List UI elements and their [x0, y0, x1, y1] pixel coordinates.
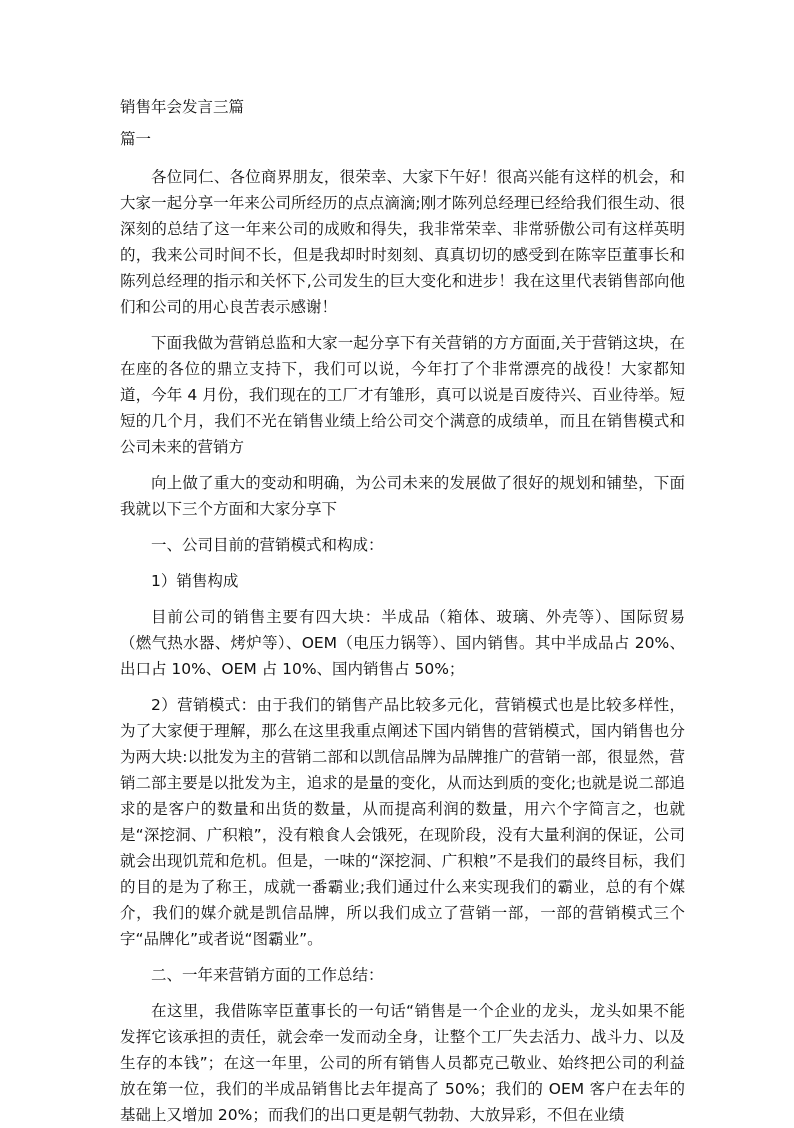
- paragraph-annual-summary: 在这里，我借陈宰臣董事长的一句话“销售是一个企业的龙头，龙头如果不能发挥它该承担的责任，就会牵一发而动全身，让整个工厂失去活力、战斗力、以及生存的本钱”；在这一年里，公司的所有销售人员都克己敬业、始终把公司的利益放在第一位，我们的半成品销售比去年提高了 50%；我们的 OEM 客户在去年的基础上又增加 20%；而我们的出口更是朝气勃勃、大放异彩，不但在业绩: [120, 1002, 685, 1124]
- paragraph-marketing-intro: 下面我做为营销总监和大家一起分享下有关营销的方方面面,关于营销这块，在在座的各位的鼎立支持下，我们可以说，今年打了个非常漂亮的战役！大家都知道，今年 4 月份，我们现在的工厂才有雏形，真可以说是百废待兴、百业待举。短短的几个月，我们不光在销售业绩上给公司交个满意的成绩单，而且在销售模式和公司未来的营销方: [120, 334, 685, 456]
- heading-annual-summary: 二、一年来营销方面的工作总结：: [151, 966, 384, 984]
- document-page: [120, 94, 685, 1128]
- heading-current-model: 一、公司目前的营销模式和构成：: [151, 536, 384, 554]
- document-title: 销售年会发言三篇: [120, 98, 245, 116]
- paragraph-sales-composition: 目前公司的销售主要有四大块：半成品（箱体、玻璃、外壳等）、国际贸易（燃气热水器、烤炉等）、OEM（电压力锅等）、国内销售。其中半成品占 20%、出口占 10%、OEM 占 10%、国内销售占 50%；: [120, 608, 685, 678]
- paragraph-opening: 各位同仁、各位商界朋友，很荣幸、大家下午好！很高兴能有这样的机会，和大家一起分享一年来公司所经历的点点滴滴;刚才陈列总经理已经给我们很生动、很深刻的总结了这一年来公司的成败和得失，我非常荣幸、非常骄傲公司有这样英明的，我来公司时间不长，但是我却时时刻刻、真真切切的感受到在陈宰臣董事长和陈列总经理的指示和关怀下,公司发生的巨大变化和进步！我在这里代表销售部向他们和公司的用心良苦表示感谢！: [120, 168, 685, 316]
- paragraph-marketing-continued: 向上做了重大的变动和明确，为公司未来的发展做了很好的规划和铺垫，下面我就以下三个方面和大家分享下: [120, 474, 685, 518]
- paragraph-marketing-model: 2）营销模式：由于我们的销售产品比较多元化，营销模式也是比较多样性，为了大家便于理解，那么在这里我重点阐述下国内销售的营销模式，国内销售也分为两大块:以批发为主的营销二部和以凯信品牌为品牌推广的营销一部，很显然，营销二部主要是以批发为主，追求的是量的变化，从而达到质的变化;也就是说二部追求的是客户的数量和出货的数量，从而提高利润的数量，用六个字简言之，也就是“深挖洞、广积粮”，没有粮食人会饿死，在现阶段，没有大量利润的保证，公司就会出现饥荒和危机。但是，一味的“深挖洞、广积粮”不是我们的最终目标，我们的目的是为了称王，成就一番霸业;我们通过什么来实现我们的霸业，总的有个媒介，我们的媒介就是凯信品牌，所以我们成立了营销一部，一部的营销模式三个字“品牌化”或者说“图霸业”。: [120, 696, 685, 948]
- heading-sales-composition: 1）销售构成: [151, 572, 239, 590]
- section-heading: 篇一: [120, 130, 152, 148]
